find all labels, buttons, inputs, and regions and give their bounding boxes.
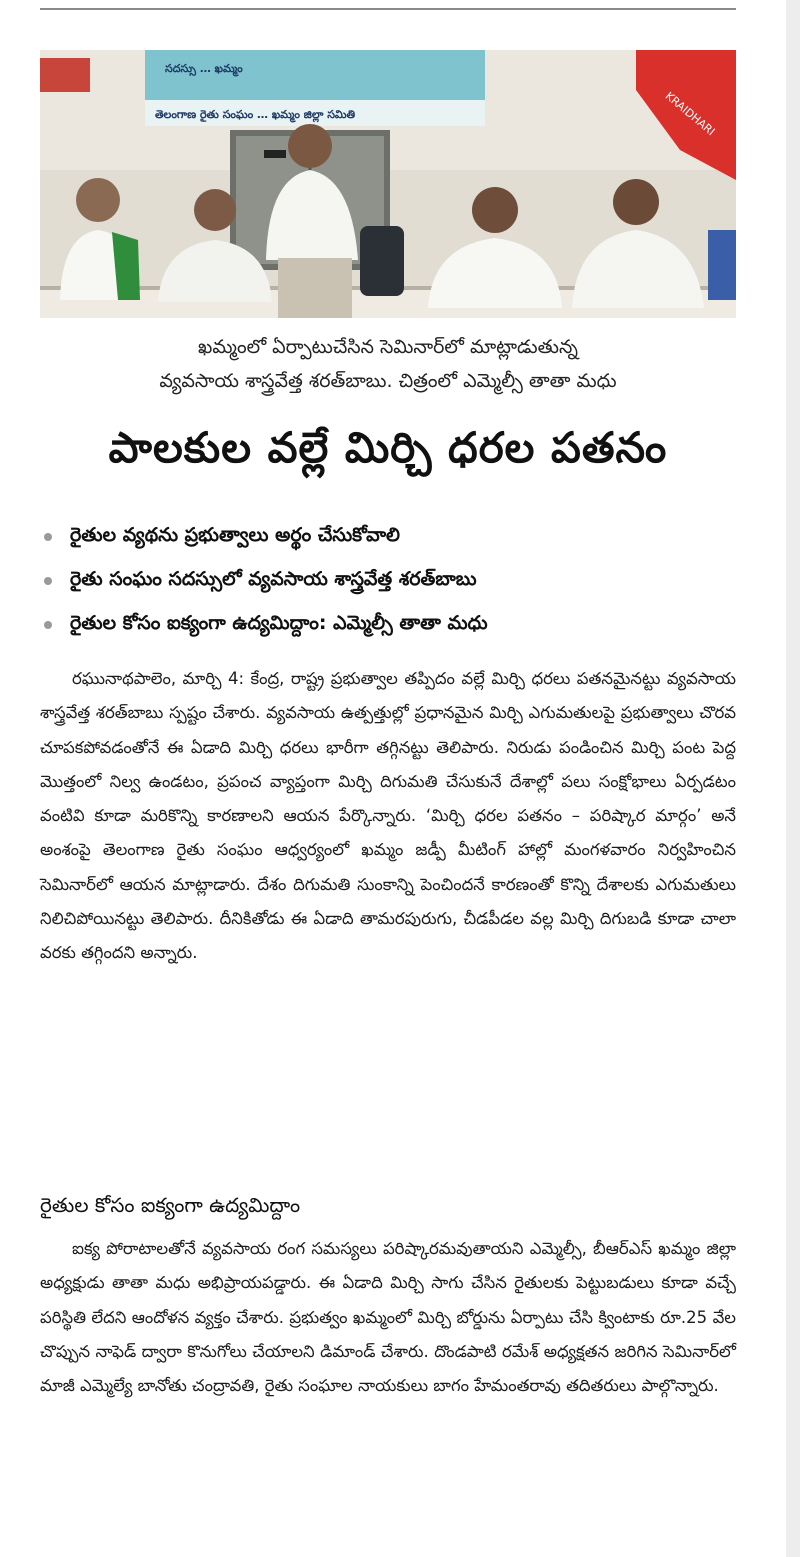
highlight-item	[40, 603, 736, 647]
bullet-icon	[44, 621, 52, 629]
highlights-list	[40, 515, 736, 647]
news-photo	[40, 50, 736, 318]
banner-text-1: సదస్సు … ఖమ్మం	[165, 62, 243, 75]
body-paragraph-2: ఐక్య పోరాటాలతోనే వ్యవసాయ రంగ సమస్యలు పరిష్కారమవుతాయని ఎమ్మెల్సీ, బీఆర్‌ఎస్ ఖమ్మం జిల్లా అధ్యక్షుడు తాతా మధు అభిప్రాయపడ్డారు. ఈ ఏడాది మిర్చి సాగు చేసిన రైతులకు పెట్టుబడులు కూడా వచ్చే పరిస్థితి లేదని ఆందోళన వ్యక్తం చేశారు. ప్రభుత్వం ఖమ్మంలో మిర్చి బోర్డును ఏర్పాటు చేసి క్వింటాకు రూ.25 వేల చొప్పున నాఫెడ్ ద్వారా కొనుగోలు చేయాలని డిమాండ్ చేశారు. దొండపాటి రమేశ్ అధ్యక్షతన జరిగిన సెమినార్‌లో మాజీ ఎమ్మెల్యే బానోతు చంద్రావతి, రైతు సంఘాల నాయకులు బాగం హేమంతరావు తదితరులు పాల్గొన్నారు.	[40, 1239, 736, 1396]
sign-board	[40, 58, 90, 92]
banner-text-2: తెలంగాణ రైతు సంఘం … ఖమ్మం జిల్లా సమితి	[155, 108, 356, 121]
body-paragraph-1: రఘునాథపాలెం, మార్చి 4: కేంద్ర, రాష్ట్ర ప్రభుత్వాల తప్పిదం వల్లే మిర్చి ధరలు పతనమైనట్టు వ్యవసాయ శాస్త్రవేత్త శరత్‌బాబు స్పష్టం చేశారు. వ్యవసాయ ఉత్పత్తుల్లో ప్రధానమైన మిర్చి ఎగుమతులపై ప్రభుత్వాలు చొరవ చూపకపోవడంతోనే ఈ ఏడాది మిర్చి ధరలు భారీగా తగ్గినట్టు తెలిపారు. నిరుడు పండించిన మిర్చి పంట పెద్ద మొత్తంలో నిల్వ ఉండటం, ప్రపంచ వ్యాప్తంగా మిర్చి దిగుమతి చేసుకునే దేశాల్లో పలు సంక్షోభాలు ఏర్పడటం వంటివి కూడా మరికొన్ని కారణాలని ఆయన పేర్కొన్నారు. ‘మిర్చి ధరల పతనం – పరిష్కార మార్గం’ అనే అంశంపై తెలంగాణ రైతు సంఘం ఆధ్వర్యంలో ఖమ్మం జడ్పీ మీటింగ్ హాల్లో మంగళవారం నిర్వహించిన సెమినార్‌లో ఆయన మాట్లాడారు. దేశం దిగుమతి సుంకాన్ని పెంచిందనే కారణంతో కొన్ని దేశాలకు ఎగుమతులు నిలిచిపోయినట్టు తెలిపారు. దీనికితోడు ఈ ఏడాది తామరపురుగు, చీడపీడల వల్ల మిర్చి దిగుబడి కూడా చాలా వరకు తగ్గిందని అన్నారు.	[40, 669, 736, 963]
flag-text: KRAIDHARI	[662, 89, 718, 139]
bullet-icon	[44, 577, 52, 585]
highlight-text: రైతు సంఘం సదస్సులో వ్యవసాయ శాస్త్రవేత్త శరత్‌బాబు	[70, 567, 477, 590]
microphone	[264, 150, 286, 158]
subheading: రైతుల కోసం ఐక్యంగా ఉద్యమిద్దాం	[40, 1193, 301, 1217]
seminar-photo-illustration	[40, 50, 736, 318]
page-edge	[786, 0, 800, 1557]
highlight-text: రైతుల కోసం ఐక్యంగా ఉద్యమిద్దాం: ఎమ్మెల్సీ తాతా మధు	[70, 611, 488, 634]
photo-caption	[40, 330, 736, 398]
highlight-item	[40, 515, 736, 559]
highlight-text: రైతుల వ్యథను ప్రభుత్వాలు అర్థం చేసుకోవాలి	[70, 523, 400, 546]
caption-line-1: ఖమ్మంలో ఏర్పాటుచేసిన సెమినార్‌లో మాట్లాడుతున్న	[198, 336, 578, 358]
bullet-icon	[44, 533, 52, 541]
headline: పాలకుల వల్లే మిర్చి ధరల పతనం	[108, 423, 668, 472]
top-rule	[40, 8, 736, 10]
caption-line-2: వ్యవసాయ శాస్త్రవేత్త శరత్‌బాబు. చిత్రంలో ఎమ్మెల్సీ తాతా మధు	[159, 370, 617, 392]
highlight-item	[40, 559, 736, 603]
